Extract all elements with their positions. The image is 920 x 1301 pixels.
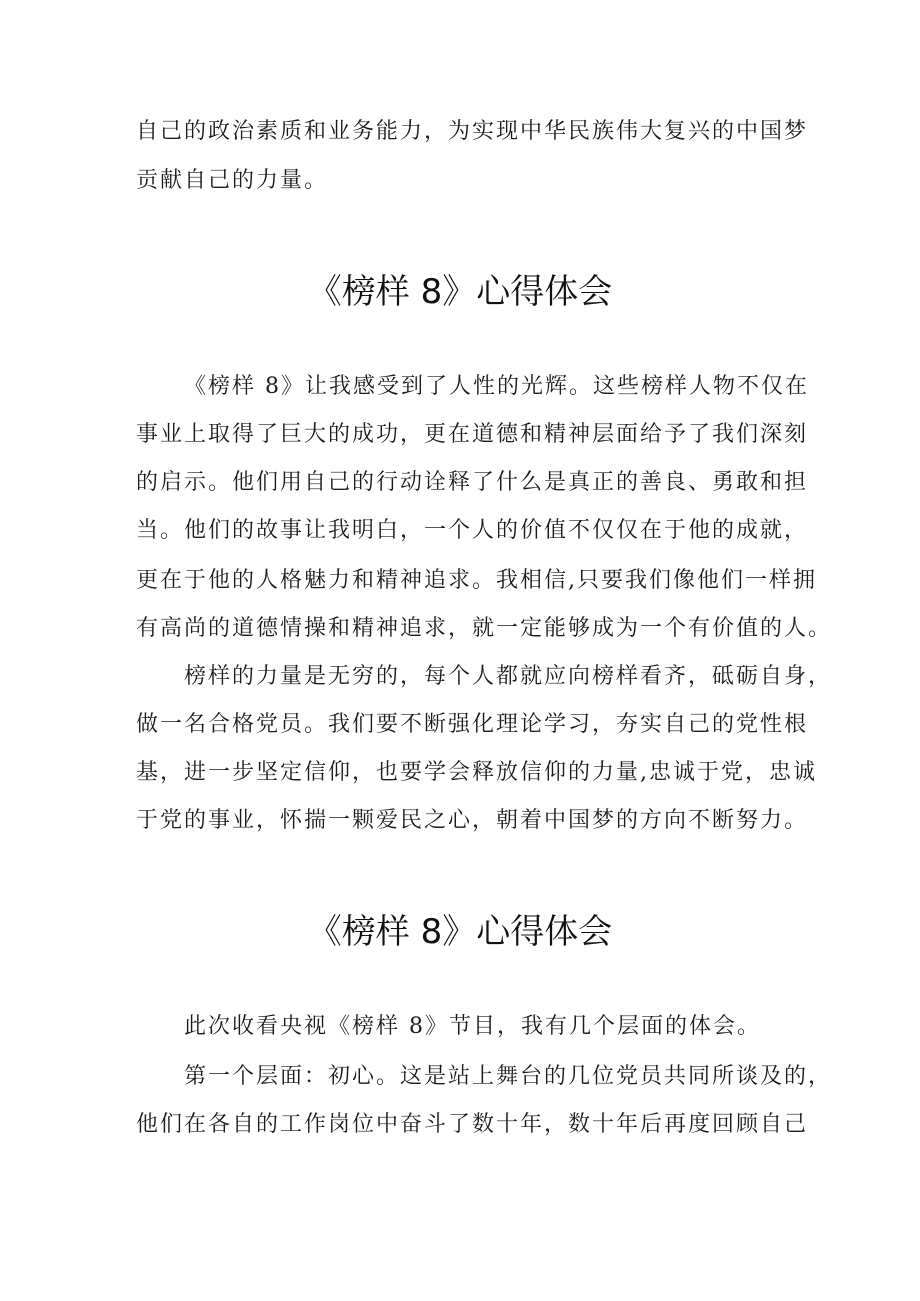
section-2-title: 《榜样 8》心得体会 <box>307 912 613 952</box>
s1-p2-line-2: 做一名合格党员。我们要不断强化理论学习，夯实自己的党性根 <box>136 712 809 737</box>
section-1-title: 《榜样 8》心得体会 <box>307 272 613 312</box>
s2-p2-line-1: 第一个层面：初心。这是站上舞台的几位党员共同所谈及的， <box>184 1064 833 1089</box>
s1-p2-line-4: 于党的事业，怀揣一颗爱民之心，朝着中国梦的方向不断努力。 <box>136 808 809 833</box>
s1-p1-line-3: 的启示。他们用自己的行动诠释了什么是真正的善良、勇敢和担 <box>136 470 809 495</box>
s1-p1-line-6: 有高尚的道德情操和精神追求，就一定能够成为一个有价值的人。 <box>136 616 833 641</box>
s1-p1-line-2: 事业上取得了巨大的成功，更在道德和精神层面给予了我们深刻 <box>136 422 809 447</box>
s1-p1-line-4: 当。他们的故事让我明白，一个人的价值不仅仅在于他的成就， <box>136 518 809 543</box>
s1-p1-line-5: 更在于他的人格魅力和精神追求。我相信,只要我们像他们一样拥 <box>136 568 817 593</box>
s2-p1-line-1: 此次收看央视《榜样 8》节目，我有几个层面的体会。 <box>184 1014 761 1039</box>
intro-line-1: 自己的政治素质和业务能力，为实现中华民族伟大复兴的中国梦 <box>136 119 809 144</box>
s1-p2-line-1: 榜样的力量是无穷的，每个人都就应向榜样看齐，砥砺自身， <box>184 664 833 689</box>
s1-p2-line-3: 基，进一步坚定信仰，也要学会释放信仰的力量,忠诚于党，忠诚 <box>136 760 817 785</box>
intro-line-2: 贡献自己的力量。 <box>136 168 329 193</box>
s2-p2-line-2: 他们在各自的工作岗位中奋斗了数十年，数十年后再度回顾自己 <box>136 1112 809 1137</box>
s1-p1-line-1: 《榜样 8》让我感受到了人性的光辉。这些榜样人物不仅在 <box>184 374 809 399</box>
